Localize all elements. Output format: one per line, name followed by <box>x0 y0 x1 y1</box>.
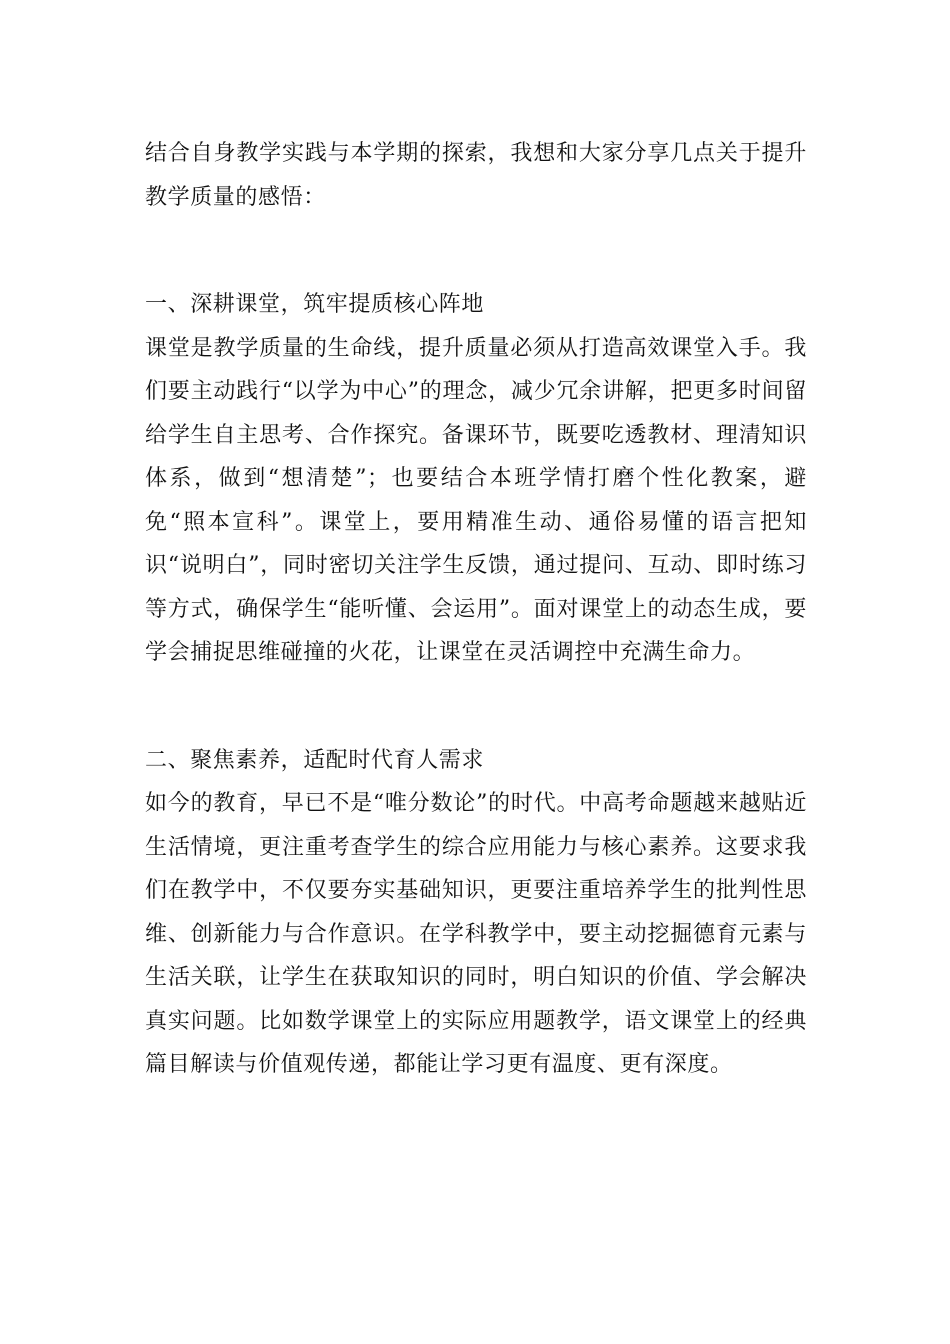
section-literacy <box>145 739 807 1087</box>
document-body <box>145 132 807 1087</box>
section-paragraph: 如今的教育，早已不是“唯分数论”的时代。中高考命题越来越贴近生活情境，更注重考查学生的综合应用能力与核心素养。这要求我们在教学中，不仅要夯实基础知识，更要注重培养学生的批判性思维、创新能力与合作意识。在学科教学中，要主动挖掘德育元素与生活关联，让学生在获取知识的同时，明白知识的价值、学会解决真实问题。比如数学课堂上的实际应用题教学，语文课堂上的经典篇目解读与价值观传递，都能让学习更有温度、更有深度。 <box>145 791 807 1077</box>
intro-paragraph: 结合自身教学实践与本学期的探索，我想和大家分享几点关于提升教学质量的感悟： <box>145 141 807 210</box>
section-classroom <box>145 283 807 675</box>
section-heading: 二、聚焦素养，适配时代育人需求 <box>145 747 485 773</box>
section-paragraph: 课堂是教学质量的生命线，提升质量必须从打造高效课堂入手。我们要主动践行“以学为中心”的理念，减少冗余讲解，把更多时间留给学生自主思考、合作探究。备课环节，既要吃透教材、理清知识体系，做到“想清楚”；也要结合本班学情打磨个性化教案，避免“照本宣科”。课堂上，要用精准生动、通俗易懂的语言把知识“说明白”，同时密切关注学生反馈，通过提问、互动、即时练习等方式，确保学生“能听懂、会运用”。面对课堂上的动态生成，要学会捕捉思维碰撞的火花，让课堂在灵活调控中充满生命力。 <box>145 335 807 665</box>
section-heading: 一、深耕课堂，筑牢提质核心阵地 <box>145 292 485 317</box>
